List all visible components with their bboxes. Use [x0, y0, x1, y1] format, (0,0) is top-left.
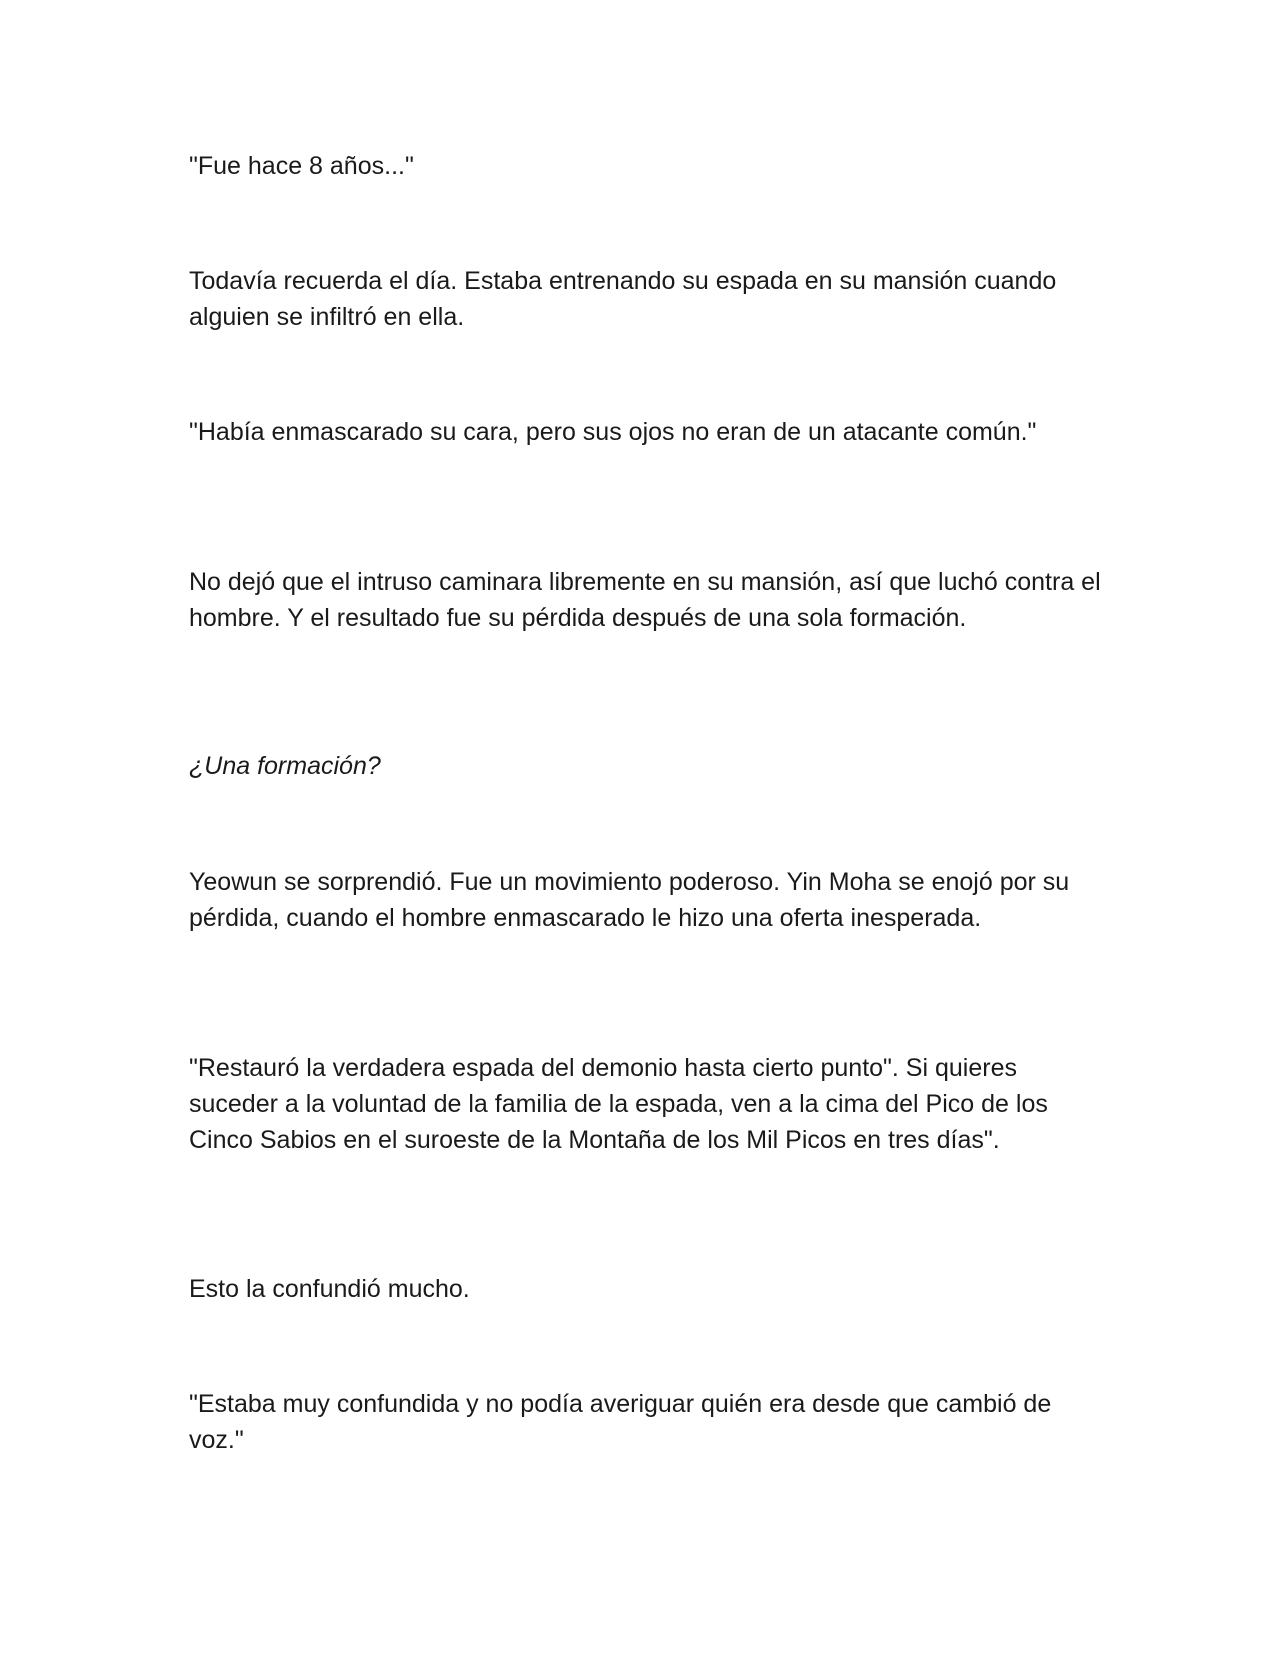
paragraph-narration-1: Todavía recuerda el día. Estaba entrenando su espada en su mansión cuando alguien se infiltró en ella.: [189, 267, 1057, 331]
paragraph-narration-3: Yeowun se sorprendió. Fue un movimiento poderoso. Yin Moha se enojó por su pérdida, cuando el hombre enmascarado le hizo una oferta inesperada.: [189, 868, 1070, 932]
paragraph-dialogue-4: "Estaba muy confundida y no podía averiguar quién era desde que cambió de voz.": [189, 1390, 1052, 1454]
paragraph-narration-4: Esto la confundió mucho.: [189, 1275, 470, 1303]
paragraph-dialogue-3: "Restauró la verdadera espada del demonio hasta cierto punto". Si quieres suceder a la voluntad de la familia de la espada, ven a la cima del Pico de los Cinco Sabios en el suroeste de la Montaña de los Mil Picos en tres días".: [189, 1054, 1048, 1154]
paragraph-narration-2: No dejó que el intruso caminara libremente en su mansión, así que luchó contra el hombre. Y el resultado fue su pérdida después de una sola formación.: [189, 568, 1101, 632]
paragraph-dialogue-1: "Fue hace 8 años...": [189, 152, 414, 180]
paragraph-thought: ¿Una formación?: [189, 752, 381, 780]
paragraph-dialogue-2: "Había enmascarado su cara, pero sus ojos no eran de un atacante común.": [189, 418, 1037, 446]
